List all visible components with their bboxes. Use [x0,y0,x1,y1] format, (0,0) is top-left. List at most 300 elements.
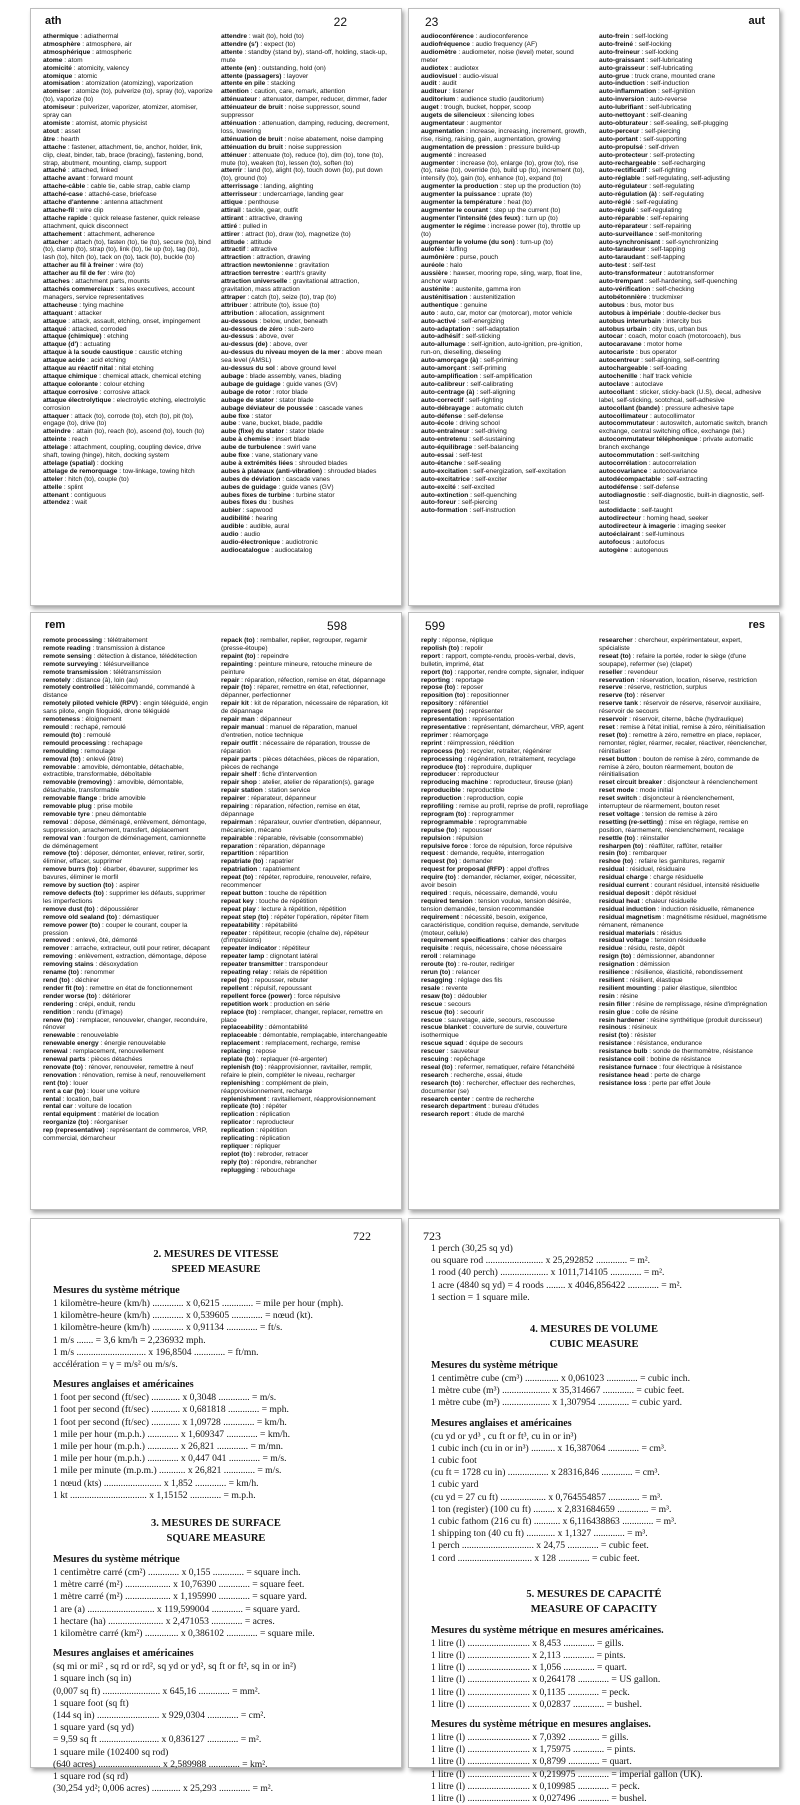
entry-term: remove old sealand (to) [43,913,118,921]
entry-translation: self-synchronizing [665,238,719,246]
dictionary-entry: remoteness : éloignement [43,716,122,724]
dictionary-entry: atomisation : atomization (atomizing), vaporization [43,80,193,88]
entry-translation: self-repairing [650,214,689,222]
dictionary-entry: repair (to) : réparer, remettre en état, refectionner, dépanner, perfectionner [221,684,369,700]
entry-term: repeatability [221,921,260,929]
dictionary-entry: reset switch : disjoncteur à réenclenchement, interrupteur de réarmement, bouton reset [599,795,735,811]
entry-translation: audioconference [479,33,529,40]
measure-row: 1 are (a) ............................ x 119,599004 ............. = square yard. [53,1603,300,1615]
entry-term: augmentation [421,127,465,135]
dictionary-entry: reset button : bouton de remise à zéro, commande de remise à zéro, bouton réarmement, bouton de réinitialisation [599,755,760,779]
entry-term: auto-excité [421,483,456,491]
entry-term: auto-amorçage (à) [421,357,479,365]
dictionary-entry: report : rapport, compte-rendu, procès-verbal, devis, bulletin, imprimé, état [421,652,576,668]
entry-term: auto [421,309,435,317]
entry-term: request (to) [421,858,458,866]
entry-translation: nital etching [118,365,154,373]
dictionary-entry: replication : répétition [221,1127,287,1135]
dictionary-entry: atténuateur de bruit : noise suppressor, sound suppressor [221,104,360,120]
entry-translation: renommer [84,969,115,977]
entry-translation: reprogrammer [471,810,514,818]
dictionary-entry: auréole : halo [421,262,463,270]
entry-translation: refermer, rematiquer, refaire l'étanchéité [458,1063,575,1071]
dictionary-entry: autodiagnostic : self-diagnostic, built-in diagnostic, self-test [599,491,765,507]
entry-term: auto-entretenu [421,436,468,444]
entry-translation: atomize (to), pulverize (to), spray (to), vaporize (to), vaporize (to) [43,88,213,104]
entry-translation: fiche d'intervention [262,771,317,779]
dictionary-entry: resetting (re-setting) : mise en réglage, remise en position, réarmement, réenclenchement, recalage [599,818,749,834]
entry-term: reproducing machine [421,779,489,787]
entry-term: augets de silencieux [421,112,486,120]
dictionary-entry: repair shelf : fiche d'intervention [221,771,317,779]
entry-translation: heat (to) [507,199,533,207]
entry-translation: atelier, atelier de réparation(s), garage [262,779,375,787]
dictionary-entry: reprimer : réamorçage [421,731,489,739]
dictionary-entry: reroute (to) : re-router, rediriger [421,961,515,969]
entry-translation: répondre, rebrancher [254,1158,317,1166]
entry-term: researcher [599,637,633,644]
dictionary-entry: athermique : adiathermal [43,33,119,40]
entry-term: resist (to) [599,1032,630,1040]
dictionary-entry: reprogrammable : reprogrammable [421,818,527,826]
entry-term: research center [421,1095,471,1103]
entry-term: autodécompactable [599,475,661,483]
entry-term: reprogrammable [421,818,474,826]
entry-term: reset voltage [599,810,640,818]
measure-row: 1 mile per minute (m.p.m.) ........... x 26,821 ............. = m/s. [53,1465,282,1477]
entry-term: replication [221,1127,255,1135]
dictionary-entry: reorganize (to) : réorganiser [43,1119,128,1127]
entry-translation: résidu, reste, dépôt [627,945,685,953]
entry-term: autocollant (bande) [599,404,660,412]
dictionary-entry: augmenté : increased [421,151,487,159]
entry-translation: self-priming [483,357,518,365]
entry-term: resettle (to) [599,834,635,842]
dictionary-entry: audiotex : audiotex [421,64,479,72]
entry-term: autodiagnostic [599,491,646,499]
entry-term: attaque (d') [43,341,79,349]
entry-translation: reproducteur, tireuse (plan) [493,779,573,787]
entry-term: replace (to) [221,1008,257,1016]
entry-term: repose (to) [421,684,456,692]
entry-translation: self-energization, self-excitation [473,467,566,475]
dictionary-entry: attraction terrestre : earth's gravity [221,270,326,278]
entry-translation: step up the production (to) [503,183,581,191]
entry-term: remove dust (to) [43,905,95,913]
dictionary-entry: aube à chemise : insert blade [221,436,310,444]
entry-translation: truck crane, mounted crane [634,72,716,80]
dictionary-entry: remould (to) : remoulé [43,731,111,739]
entry-translation: rotor blade [276,388,308,396]
measure-row: 1 mètre cube (m³) .................... x 35,314667 ............. = cubic feet. [431,1385,685,1397]
page-599 [408,612,780,1210]
entry-translation: above, over [273,341,308,349]
dictionary-entry: auto-excité : self-excited [421,483,495,491]
entry-translation: above, over [259,333,294,341]
entry-translation: démontable, remplaçable, interchangeable [262,1032,388,1040]
dictionary-entry: auto-perceur : self-piercing [599,127,681,135]
entry-term: repeat button [221,890,264,897]
entry-translation: etching [107,333,129,341]
entry-term: aube (fixe) du stator [221,428,285,436]
dictionary-entry: remotely piloted vehicle (RPV) : engin téléguidé, engin sans pilote, engin filoguidé, drone téléguidé [43,700,208,716]
entry-translation: louer une voiture [90,1087,140,1095]
entry-term: attaque au réactif nital [43,365,113,373]
dictionary-entry: auto-amorçage (à) : self-priming [421,357,518,365]
entry-translation: étude de marché [474,1111,525,1119]
entry-term: audio-électronique [221,539,280,546]
dictionary-entry: attaque acide : acid etching [43,357,126,365]
dictionary-entry: autocommutation : self-switching [599,452,700,460]
entry-term: repeater indicator [221,945,277,953]
dictionary-entry: reporting : reportage [421,676,484,684]
entry-term: attaque chimique [43,372,98,380]
entry-translation: self-repairing [653,222,692,230]
entry-translation: recycler, retraiter, régénérer [470,747,552,755]
entry-translation: self-excited [461,483,495,491]
entry-term: aubier [221,507,241,515]
entry-translation: self-extracting [666,475,708,483]
entry-term: remotely controlled [43,684,105,692]
dictionary-entry: audio-électronique : audiotronic [221,539,318,546]
column [421,637,591,1205]
entry-term: replate (to) [221,1056,256,1064]
entry-term: research (to) [421,1079,461,1087]
entry-translation: station service [268,787,311,795]
entry-term: removing stains [43,961,94,969]
entry-translation: atomic [77,72,98,80]
entry-term: represent (to) [421,708,464,716]
dictionary-entry: autobus à impériale : double-decker bus [599,309,721,317]
dictionary-entry: removal : dépose, déménagé, enlèvement, démontage, suppression, arrachement, transfert, déplacement [43,818,207,834]
dictionary-entry: aube fixe : stator [221,412,272,420]
dictionary-entry: reseller : revendeur [599,668,658,676]
entry-term: attribuer [221,301,248,309]
entry-translation: auto-reverse [649,96,687,104]
dictionary-entry: resign (to) : démissionner, abandonner [599,953,715,961]
dictionary-entry: repair : réparation, réfection, remise en état, dépannage [221,676,386,684]
block-heading: Mesures anglaises et américaines [53,1379,194,1391]
entry-translation: self-taught [641,507,673,515]
entry-term: auto-réglable [599,175,641,183]
entry-translation: city bus, urban bus [652,325,708,333]
entry-term: auget [421,104,439,112]
entry-translation: self-balancing [477,444,519,452]
dictionary-entry: reproducing machine : reproducteur, tireuse (plan) [421,779,573,787]
dictionary-entry: autochenille : half track vehicle [599,372,693,380]
entry-translation: noise suppressor, sound suppressor [221,104,360,120]
dictionary-entry: resharpen (to) : réaffûter, raffûter, retailler [599,842,723,850]
entry-translation: noise suppression [288,143,342,151]
dictionary-entry: rendition : rendu (d'image) [43,1008,123,1016]
dictionary-entry: repolish (to) : repolir [421,644,483,652]
dictionary-entry: renewal : remplacement, renouvellement [43,1048,164,1056]
entry-translation: résidus [660,929,682,937]
entry-term: atout [43,127,60,135]
entry-translation: replaquer (ré-argenter) [260,1056,328,1064]
entry-translation: dépoussiérer [100,905,139,913]
entry-term: representation [421,716,467,724]
entry-term: auto-obturateur [599,119,649,127]
entry-term: reservoir [599,716,628,724]
dictionary-entry: auto-taraudeur : self-tapping [599,246,686,254]
dictionary-entry: reproducer : reproducteur [421,771,499,779]
dictionary-entry: reprogram (to) : reprogrammer [421,810,514,818]
dictionary-entry: residue : résidu, reste, dépôt [599,945,685,953]
entry-term: residual materials [599,929,656,937]
entry-translation: répétabilité [265,921,298,929]
entry-term: auto-étanche [421,459,463,467]
dictionary-entry: renew (to) : remplacer, renouveler, changer, reconduire, rénover [43,1016,208,1032]
entry-translation: matériel de location [101,1111,159,1119]
entry-term: audiofréquence [421,40,471,48]
entry-translation: autocollimator [653,412,695,420]
entry-translation: reposer [460,684,483,692]
dictionary-entry: remove by suction (to) : aspirer [43,882,140,890]
dictionary-entry: reshoe (to) : refaire les garnitures, regarnir [599,858,726,866]
dictionary-entry: renewable energy : énergie renouvelable [43,1040,166,1048]
entry-translation: half track vehicle [642,372,693,380]
entry-translation: relancer [455,969,480,977]
entry-term: residual deposit [599,890,650,897]
dictionary-entry: atterrisseur : undercarriage, landing gear [221,191,344,199]
entry-term: atmosphérique [43,48,91,56]
measure-row: 1 foot per second (ft/sec) ............ x 1,09728 ............. = km/h. [53,1416,287,1428]
dictionary-entry: residual : résiduel, résiduaire [599,866,686,874]
entry-translation: self-lubricating [648,104,692,112]
entry-term: reroute (to) [421,961,457,969]
dictionary-entry: attelage : attachment, coupling, coupling device, drive shaft, towing (hinge), hitch, docking system [43,444,202,460]
entry-term: remote surveying [43,660,98,668]
entry-term: attelage de remorquage [43,467,118,475]
entry-term: atteindre [43,428,71,436]
entry-translation: force de répulsion, force répulsive [473,842,573,850]
entry-term: attirer [221,230,240,238]
entry-term: repliquer [221,1143,250,1150]
entry-term: reset mode [599,787,635,795]
entry-term: attirant [221,214,244,222]
entry-term: rent a car (to) [43,1087,86,1095]
entry-term: repeat play [221,905,256,913]
entry-term: auto-débrayage [421,404,471,412]
entry-translation: supprimer les défauts, supprimer les imperfections [43,890,206,905]
dictionary-entry: remover : arrache, extracteur, outil pour retirer, décapant [43,945,210,953]
entry-translation: self-adaptation [475,325,520,333]
dictionary-entry: remould processing : rechapage [43,739,143,747]
dictionary-entry: audiovisuel : audio-visual [421,72,498,80]
entry-translation: reach [71,436,89,444]
entry-term: repeat (to) [221,874,254,882]
entry-term: renewal parts [43,1056,86,1064]
dictionary-entry: autoéclairant : self-luminous [599,531,685,539]
entry-term: au-dessous [221,317,258,325]
entry-term: repatriate (to) [221,858,264,866]
entry-term: augmenté [421,151,453,159]
dictionary-entry: representative : représentant, démarcheur, VRP, agent [421,723,584,731]
dictionary-entry: repatriation : rapatriement [221,866,300,874]
entry-term: remotely piloted vehicle (RPV) [43,700,138,708]
dictionary-entry: autocommutateur : autoswitch, automatic switch, branch exchange, central switching office, exchange (tel.) [599,420,768,436]
entry-term: atténuer [221,151,248,159]
dictionary-entry: researcher : chercheur, expérimentateur, expert, spécialiste [599,637,742,652]
entry-term: attraction [221,254,252,262]
entry-translation: austenitization [473,293,516,301]
entry-term: reparation [221,842,254,850]
dictionary-entry: auto-étanche : self-sealing [421,459,501,467]
entry-term: remove power (to) [43,921,101,929]
entry-term: repellent [221,984,249,992]
entry-term: required tension [421,897,473,905]
entry-term: resin glue [599,1008,631,1016]
entry-translation: attribute (to), issue (to) [253,301,320,309]
entry-translation: gravitational attraction, gravitation, mass attraction [221,278,360,293]
entry-term: removing [43,953,73,961]
entry-term: atomisation [43,80,81,88]
measure-row: 1 square foot (sq ft) [53,1697,129,1709]
dictionary-entry: aube à extrémités liées : shrouded blades [221,459,348,467]
dictionary-entry: auto-calibreur : self-calibrating [421,380,513,388]
guide-word: res [748,619,765,631]
entry-term: reprogram (to) [421,810,467,818]
entry-term: reorganize (to) [43,1119,89,1127]
entry-term: residual magnetism [599,913,661,921]
measure-row: 1 cord ............................... x 128 ............. = cubic feet. [431,1552,640,1564]
entry-term: report (to) [421,668,453,676]
entry-term: reply (to) [221,1158,250,1166]
dictionary-entry: reset circuit breaker : disjoncteur à réenclenchement [599,779,758,787]
dictionary-entry: attiré : pulled in [221,222,268,230]
entry-translation: crépi, enduit, rendu [78,1000,136,1008]
entry-translation: démastiquer [122,913,159,921]
entry-term: attique [221,199,243,207]
entry-term: aubage de rotor [221,388,271,396]
entry-translation: détériorer [102,992,131,1000]
entry-term: repainting [221,660,253,668]
entry-translation: couverture de survie, couverture isothermique [421,1024,568,1040]
entry-translation: wire clip [79,206,104,214]
measure-row: (30,254 yd²; 0,006 acres) ............ x 25,293 ............. = m². [53,1783,274,1795]
entry-translation: rendu (d'image) [76,1008,123,1016]
dictionary-entry: auto-équilibrage : self-balancing [421,444,519,452]
entry-translation: revente [445,984,468,992]
entry-translation: remballer, replier, regrouper, regarnir (presse-étoupe) [221,637,368,652]
dictionary-entry: atténuation : attenuation, damping, reducing, decrement, loss, lowering [221,119,390,135]
entry-term: remove (to) [43,850,79,858]
measure-row: 1 cubic inch (cu in or in³) .......... x 16,387064 ............. = cm³. [431,1442,667,1454]
entry-translation: standby (stand by), stand-off, holding, stack-up, mute [221,48,387,64]
dictionary-entry: autodécompactable : self-extracting [599,475,708,483]
spread-measures [30,1218,780,1805]
entry-translation: asset [64,127,81,135]
dictionary-entry: aube de turbulence : swirl vane [221,444,317,452]
entry-term: atténuation du bruit [221,143,283,151]
dictionary-entry: auto-frein : self-locking [599,33,668,40]
entry-term: resistance bulb [599,1048,648,1056]
measure-row: 1 mètre cube (m³) .................... x 1,307954 ............. = cubic yard. [431,1397,683,1409]
entry-term: remoteness [43,716,81,724]
entry-translation: genuine [463,301,488,309]
entry-translation: self-ignition [661,88,696,96]
entry-translation: réponse, réplique [442,637,494,644]
dictionary-entry: repeat button : touche de répétition [221,890,327,897]
page-598 [30,612,402,1210]
dictionary-entry: rescue : secours [421,1000,471,1008]
entry-term: aumônière [421,254,455,262]
entry-translation: équipe de secours [469,1040,523,1048]
dictionary-entry: autocollant : sticker, sticky-back (U.S), decal, adhesive label, self-sticking, scotchcal, self-adhesive [599,388,762,404]
page-723 [408,1218,780,1805]
entry-term: resistance head [599,1071,649,1079]
dictionary-entry: repeating relay : relais de répétition [221,969,328,977]
entry-translation: repeindre [260,652,289,660]
entry-translation: imaging seeker [681,523,726,531]
entry-translation: bobine de résistance [650,1056,712,1064]
entry-translation: repositionner [470,692,509,700]
dictionary-entry: atteler : hitch (to), couple (to) [43,475,129,483]
dictionary-entry: auto-obturateur : self-sealing, self-plugging [599,119,728,127]
entry-term: remould (to) [43,731,82,739]
dictionary-entry: attraction : attraction, drawing [221,254,311,262]
entry-translation: self-test [632,262,656,270]
dictionary-entry: repellent : répulsif, repoussant [221,984,312,992]
dictionary-entry: attaque électrolytique : electrolytic etching, electrolytic corrosion [43,396,206,412]
dictionary-entry: reset mode : mode initial [599,787,674,795]
entry-translation: sub-zero [288,325,314,333]
entry-term: au-dessous de zéro [221,325,283,333]
entry-term: resetting (re-setting) [599,818,664,826]
dictionary-entry: audible : audible, aural [221,523,290,531]
dictionary-entry: reseal (to) : refermer, rematiquer, refaire l'étanchéité [421,1063,575,1071]
dictionary-entry: auto-activé : self-energizing [421,317,505,325]
entry-translation: turbine stator [296,491,335,499]
dictionary-entry: reparation : réparation, dépannage [221,842,326,850]
entry-translation: force répulsive [297,992,341,1000]
entry-term: autobus à impériale [599,309,661,317]
entry-term: renewable energy [43,1040,99,1048]
entry-term: resistance [599,1040,632,1048]
measure-row: 1 section = 1 square mile. [431,1291,530,1303]
entry-translation: amovible, démontable, détachable, transformable [43,779,184,795]
entry-term: attente (en) [221,64,257,72]
entry-term: replacing [221,1048,251,1056]
dictionary-entry: remotely : distance (à), loin (au) [43,676,138,684]
section-title: 2. MESURES DE VITESSE [153,1249,279,1260]
dictionary-entry: audioconférence : audioconference [421,33,529,40]
entry-translation: réservoir de réserve, réservoir auxiliaire, réservoir de secours [599,700,761,716]
entry-translation: demande, requête, interrogation [450,850,545,858]
dictionary-entry: attente (passagers) : layover [221,72,309,80]
entry-translation: chemical attack, chemical etching [102,372,201,380]
entry-term: repeating relay [221,969,268,977]
dictionary-entry: aumônière : purse, pouch [421,254,498,262]
entry-term: auto-transformateur [599,270,663,278]
dictionary-entry: attaches : attachment parts, mounts [43,278,150,286]
entry-term: autodirecteur à imagerie [599,523,676,531]
entry-translation: attenuator, damper, reducer, dimmer, fader [262,96,388,104]
dictionary-entry: removable : amovible, démontable, détachable, extractible, transformable, déboîtable [43,763,184,779]
dictionary-entry: rescue : sauvetage, aide, secours, rescousse [421,1016,555,1024]
entry-term: replaceable [221,1032,258,1040]
dictionary-entry: resettle (to) : réinstaller [599,834,669,842]
entry-translation: réamorçage [453,731,489,739]
measure-row: accélération = γ = m/s² ou m/s/s. [53,1359,178,1371]
dictionary-entry: autofocus : autofocus [599,539,665,546]
entry-term: residual current [599,882,649,890]
dictionary-entry: replaceability : démontabilité [221,1024,308,1032]
entry-translation: réaffûter, raffûter, retailler [648,842,723,850]
entry-translation: mise en réglage, remise en position, réarmement, réenclenchement, recalage [599,818,749,834]
entry-term: reseat (to) [599,652,631,660]
